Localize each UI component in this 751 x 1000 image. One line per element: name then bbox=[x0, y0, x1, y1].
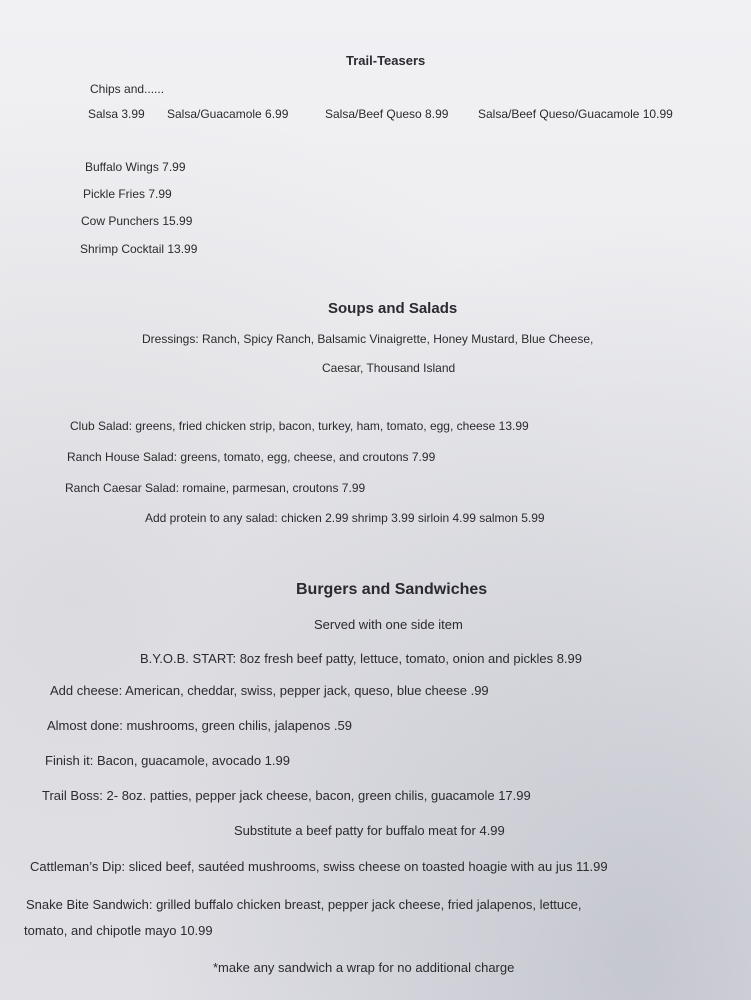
add-protein-line: Add protein to any salad: chicken 2.99 shrimp 3.99 sirloin 4.99 salmon 5.99 bbox=[145, 511, 545, 525]
add-cheese-line: Add cheese: American, cheddar, swiss, pepper jack, queso, blue cheese .99 bbox=[50, 683, 489, 698]
cattleman-dip-line: Cattleman’s Dip: sliced beef, sautéed mushrooms, swiss cheese on toasted hoagie with au jus 11.99 bbox=[30, 859, 608, 874]
chips-option: Salsa/Beef Queso 8.99 bbox=[325, 107, 449, 121]
snake-bite-line: Snake Bite Sandwich: grilled buffalo chicken breast, pepper jack cheese, fried jalapenos, lettuce, bbox=[26, 897, 582, 912]
section-heading-burgers: Burgers and Sandwiches bbox=[296, 581, 488, 598]
salad-item: Ranch House Salad: greens, tomato, egg, cheese, and croutons 7.99 bbox=[67, 450, 436, 464]
chips-option: Salsa/Guacamole 6.99 bbox=[167, 107, 289, 121]
substitute-line: Substitute a beef patty for buffalo meat for 4.99 bbox=[234, 823, 505, 838]
appetizer-item: Cow Punchers 15.99 bbox=[81, 214, 193, 228]
section-heading-soups-salads: Soups and Salads bbox=[328, 300, 458, 317]
appetizer-item: Shrimp Cocktail 13.99 bbox=[80, 242, 198, 256]
dressings-line: Dressings: Ranch, Spicy Ranch, Balsamic Vinaigrette, Honey Mustard, Blue Cheese, bbox=[142, 332, 594, 346]
salad-item: Club Salad: greens, fried chicken strip, bacon, turkey, ham, tomato, egg, cheese 13.99 bbox=[70, 419, 529, 433]
appetizer-item: Pickle Fries 7.99 bbox=[83, 187, 172, 201]
trail-boss-line: Trail Boss: 2- 8oz. patties, pepper jack cheese, bacon, green chilis, guacamole 17.99 bbox=[42, 788, 531, 803]
salad-item: Ranch Caesar Salad: romaine, parmesan, croutons 7.99 bbox=[65, 481, 366, 495]
byob-line: B.Y.O.B. START: 8oz fresh beef patty, lettuce, tomato, onion and pickles 8.99 bbox=[140, 651, 583, 666]
chips-option: Salsa/Beef Queso/Guacamole 10.99 bbox=[478, 107, 673, 121]
appetizer-item: Buffalo Wings 7.99 bbox=[85, 160, 186, 174]
section-heading-trail-teasers: Trail-Teasers bbox=[346, 53, 426, 68]
chips-intro: Chips and...... bbox=[90, 82, 165, 96]
snake-bite-line: tomato, and chipotle mayo 10.99 bbox=[24, 923, 213, 938]
burgers-subheading: Served with one side item bbox=[314, 617, 463, 632]
almost-done-line: Almost done: mushrooms, green chilis, jalapenos .59 bbox=[47, 718, 352, 733]
wrap-note: *make any sandwich a wrap for no additional charge bbox=[213, 960, 515, 975]
finish-it-line: Finish it: Bacon, guacamole, avocado 1.99 bbox=[45, 753, 290, 768]
chips-option: Salsa 3.99 bbox=[88, 107, 145, 121]
dressings-line: Caesar, Thousand Island bbox=[322, 361, 456, 375]
